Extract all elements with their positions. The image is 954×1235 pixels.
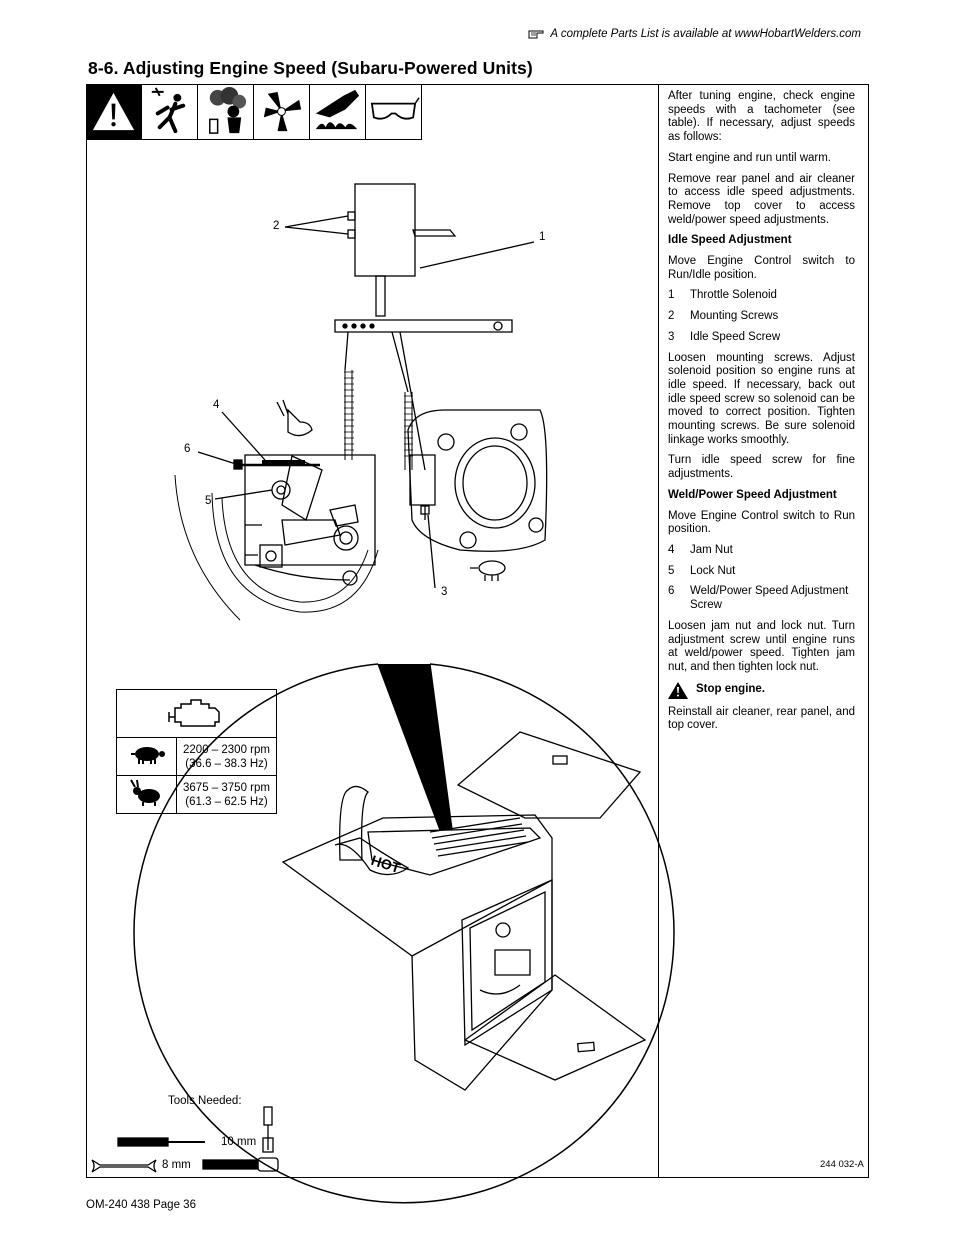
hot-parts-icon <box>310 84 366 140</box>
column-divider <box>658 84 659 1178</box>
item-number: 2 <box>668 310 675 323</box>
warning-icon <box>86 84 142 140</box>
item-number: 5 <box>668 564 675 577</box>
idle-move-text: Move Engine Control switch to Run/Idle position. <box>668 255 855 281</box>
idle-loosen-text: Loosen mounting screws. Adjust solenoid position so engine runs at idle speed. If necessary, back out idle speed screw so solenoid can be moved to correct position. Tighten mounting screws. Be sure solenoid linkage works smoothly. <box>668 351 855 446</box>
stop-text: Stop engine. <box>696 683 765 696</box>
idle-heading: Idle Speed Adjustment <box>668 234 792 247</box>
list-item <box>668 544 855 558</box>
item-number: 3 <box>668 330 675 343</box>
section-title: 8-6. Adjusting Engine Speed (Subaru-Powered Units) <box>88 58 533 78</box>
wrench-size-label: 8 mm <box>162 1159 191 1171</box>
item-text: Lock Nut <box>690 564 736 577</box>
item-text: Idle Speed Screw <box>690 330 781 343</box>
page-footer: OM-240 438 Page 36 <box>86 1199 196 1211</box>
turtle-cell <box>117 738 177 776</box>
item-number: 1 <box>668 289 675 302</box>
rabbit-icon <box>127 779 167 807</box>
weld-speed-cell <box>177 776 277 814</box>
moving-parts-icon <box>254 84 310 140</box>
weld-loosen-text: Loosen jam nut and lock nut. Turn adjustment screw until engine runs at weld/power speed. Tighten jam nut, and then tighten lock nut. <box>668 619 855 673</box>
list-item <box>668 565 855 579</box>
list-item <box>668 585 855 612</box>
parts-list-note <box>528 28 861 40</box>
engine-speed-table <box>116 689 277 814</box>
stop-warning <box>668 682 855 699</box>
safety-glasses-icon <box>366 84 422 140</box>
item-text: Weld/Power Speed Adjustment Screw <box>690 585 849 612</box>
tools-needed-label: Tools Needed: <box>168 1095 242 1107</box>
intro-text: After tuning engine, check engine speeds with a tachometer (see table). If necessary, adjust speeds as follows: <box>668 90 855 144</box>
warning-icon <box>668 682 688 699</box>
callout-4: 4 <box>213 399 220 411</box>
pointing-hand-icon <box>528 29 544 40</box>
list-item <box>668 289 855 303</box>
weld-hz: (61.3 – 62.5 Hz) <box>185 795 268 808</box>
instructions <box>668 90 855 740</box>
callout-3: 3 <box>441 586 448 598</box>
weld-move-text: Move Engine Control switch to Run position. <box>668 509 855 536</box>
hot-label: HOT <box>369 851 403 877</box>
item-text: Mounting Screws <box>690 310 779 323</box>
turtle-icon <box>127 744 167 766</box>
idle-speed-cell <box>177 738 277 776</box>
item-text: Throttle Solenoid <box>690 289 777 302</box>
idle-turn-text: Turn idle speed screw for fine adjustments. <box>668 454 855 481</box>
item-number: 4 <box>668 543 675 556</box>
idle-hz: (36.6 – 38.3 Hz) <box>185 757 268 770</box>
parts-list-note-text: A complete Parts List is available at wwwHobartWelders.com <box>550 28 861 40</box>
idle-rpm: 2200 – 2300 rpm <box>183 743 270 756</box>
electric-shock-icon <box>142 84 198 140</box>
engine-icon <box>167 694 227 730</box>
callout-6: 6 <box>184 443 191 455</box>
rabbit-cell <box>117 776 177 814</box>
fumes-icon <box>198 84 254 140</box>
callout-5: 5 <box>205 495 212 507</box>
weld-rpm: 3675 – 3750 rpm <box>183 781 270 794</box>
reinstall-text: Reinstall air cleaner, rear panel, and top cover. <box>668 705 855 732</box>
hazard-icon-bar <box>86 84 422 140</box>
callout-1: 1 <box>539 231 546 243</box>
item-text: Jam Nut <box>690 543 733 556</box>
list-item <box>668 331 855 345</box>
socket-size-label: 10 mm <box>221 1136 257 1148</box>
engine-icon-cell <box>117 690 277 738</box>
start-text: Start engine and run until warm. <box>668 151 832 164</box>
item-number: 6 <box>668 585 675 598</box>
list-item <box>668 310 855 324</box>
figure-id: 244 032-A <box>820 1159 864 1170</box>
weld-heading: Weld/Power Speed Adjustment <box>668 488 837 501</box>
callout-2: 2 <box>273 220 280 232</box>
remove-text: Remove rear panel and air cleaner to access idle speed adjustments. Remove top cover to access weld/power speed adjustments. <box>668 172 855 226</box>
